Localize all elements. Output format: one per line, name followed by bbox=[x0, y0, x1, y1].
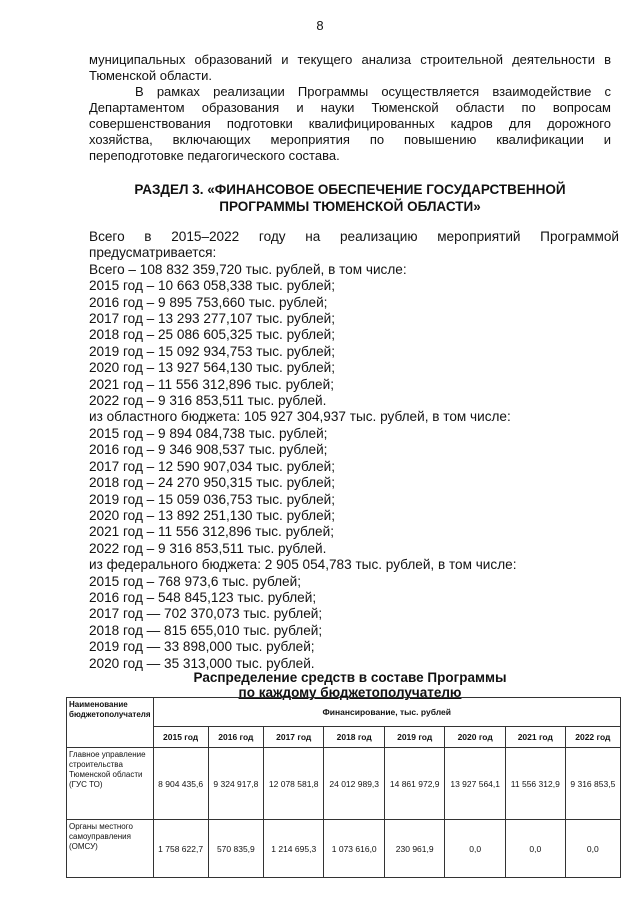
distribution-title bbox=[150, 670, 550, 700]
name-column-header: Наименование бюджетополучателя bbox=[67, 698, 154, 748]
text-line: 2020 год — 35 313,000 тыс. рублей. bbox=[89, 655, 315, 671]
financing-text bbox=[89, 229, 619, 672]
section-title-line: ПРОГРАММЫ ТЮМЕНСКОЙ ОБЛАСТИ» bbox=[219, 199, 481, 214]
table-cell: 0,0 bbox=[505, 820, 565, 878]
text-line: 2016 год – 9 895 753,660 тыс. рублей; bbox=[89, 294, 328, 310]
text-line: 2021 год – 11 556 312,896 тыс. рублей; bbox=[89, 376, 334, 392]
text-line: 2016 год – 548 845,123 тыс. рублей; bbox=[89, 589, 317, 605]
page-number: 8 bbox=[316, 18, 324, 33]
text-line: 2021 год – 11 556 312,896 тыс. рублей; bbox=[89, 524, 334, 540]
table-cell: 0,0 bbox=[565, 820, 620, 878]
table-cell: 1 214 695,3 bbox=[263, 820, 323, 878]
text-line: муниципальных образований и текущего анализа строительной деятельности в bbox=[89, 52, 611, 67]
year-header: 2015 год bbox=[153, 727, 208, 748]
table-cell: 9 324 917,8 bbox=[208, 748, 263, 820]
text-line: 2018 год – 25 086 605,325 тыс. рублей; bbox=[89, 327, 335, 343]
year-header: 2022 год bbox=[565, 727, 620, 748]
text-line: предусматривается: bbox=[89, 245, 217, 261]
table-cell: 24 012 989,3 bbox=[324, 748, 384, 820]
year-header: 2017 год bbox=[263, 727, 323, 748]
table-cell: 13 927 564,1 bbox=[445, 748, 505, 820]
text-line: 2015 год – 9 894 084,738 тыс. рублей; bbox=[89, 425, 328, 441]
text-line: переподготовке педагогического состава. bbox=[89, 148, 340, 163]
text-line: 2019 год – 15 092 934,753 тыс. рублей; bbox=[89, 343, 335, 359]
table-row bbox=[67, 748, 621, 820]
table-cell: 8 904 435,6 bbox=[153, 748, 208, 820]
text-line: 2016 год – 9 346 908,537 тыс. рублей; bbox=[89, 442, 328, 458]
text-line: совершенствования подготовки квалифицированных кадров для дорожного bbox=[89, 116, 611, 131]
year-header: 2016 год bbox=[208, 727, 263, 748]
text-line: Департаментом образования и науки Тюменской области по вопросам bbox=[89, 100, 611, 115]
text-line: Тюменской области. bbox=[89, 68, 212, 83]
table-cell: 1 073 616,0 bbox=[324, 820, 384, 878]
table-header-row bbox=[67, 698, 621, 727]
table-cell: 12 078 581,8 bbox=[263, 748, 323, 820]
text-line: 2015 год – 768 973,6 тыс. рублей; bbox=[89, 573, 301, 589]
year-header: 2021 год bbox=[505, 727, 565, 748]
financing-table bbox=[66, 697, 621, 878]
year-header: 2018 год bbox=[324, 727, 384, 748]
table-cell: 11 556 312,9 bbox=[505, 748, 565, 820]
section-title-line: РАЗДЕЛ 3. «ФИНАНСОВОЕ ОБЕСПЕЧЕНИЕ ГОСУДАРСТВЕННОЙ bbox=[134, 182, 566, 197]
text-line: 2019 год — 33 898,000 тыс. рублей; bbox=[89, 639, 315, 655]
recipient-name: Органы местного самоуправления (ОМСУ) bbox=[67, 820, 154, 878]
text-line: Всего в 2015–2022 году на реализацию мероприятий Программой bbox=[89, 229, 619, 244]
text-line: 2017 год – 12 590 907,034 тыс. рублей; bbox=[89, 458, 335, 474]
year-header: 2019 год bbox=[384, 727, 444, 748]
table-cell: 9 316 853,5 bbox=[565, 748, 620, 820]
text-line: 2022 год – 9 316 853,511 тыс. рублей. bbox=[89, 540, 327, 556]
text-line: хозяйства, включающих мероприятия по повышению квалификации и bbox=[89, 132, 611, 147]
distribution-title-line: по каждому бюджетополучателю bbox=[238, 685, 462, 700]
text-line: В рамках реализации Программы осуществляется взаимодействие с bbox=[135, 84, 611, 99]
text-line: из областного бюджета: 105 927 304,937 тыс. рублей, в том числе: bbox=[89, 409, 511, 425]
table-cell: 570 835,9 bbox=[208, 820, 263, 878]
table-cell: 230 961,9 bbox=[384, 820, 444, 878]
interaction-paragraph bbox=[89, 84, 611, 164]
recipient-name: Главное управление строительства Тюменской области (ГУС ТО) bbox=[67, 748, 154, 820]
section-title bbox=[89, 181, 611, 215]
year-header: 2020 год bbox=[445, 727, 505, 748]
table-cell: 0,0 bbox=[445, 820, 505, 878]
distribution-title-line: Распределение средств в составе Программы bbox=[193, 670, 507, 685]
intro-paragraph bbox=[89, 52, 611, 84]
text-line: 2018 год — 815 655,010 тыс. рублей; bbox=[89, 622, 323, 638]
text-line: 2017 год – 13 293 277,107 тыс. рублей; bbox=[89, 311, 335, 327]
text-line: 2018 год – 24 270 950,315 тыс. рублей; bbox=[89, 475, 335, 491]
table-cell: 1 758 622,7 bbox=[153, 820, 208, 878]
text-line: 2015 год – 10 663 058,338 тыс. рублей; bbox=[89, 278, 335, 294]
financing-header: Финансирование, тыс. рублей bbox=[153, 698, 620, 727]
text-line: 2019 год – 15 059 036,753 тыс. рублей; bbox=[89, 491, 335, 507]
text-line: 2017 год — 702 370,073 тыс. рублей; bbox=[89, 606, 323, 622]
text-line: 2020 год – 13 892 251,130 тыс. рублей; bbox=[89, 507, 335, 523]
text-line: 2020 год – 13 927 564,130 тыс. рублей; bbox=[89, 360, 335, 376]
text-line: 2022 год – 9 316 853,511 тыс. рублей. bbox=[89, 393, 327, 409]
text-line: Всего – 108 832 359,720 тыс. рублей, в том числе: bbox=[89, 261, 407, 277]
table-row bbox=[67, 820, 621, 878]
text-line: из федерального бюджета: 2 905 054,783 тыс. рублей, в том числе: bbox=[89, 557, 517, 573]
table-cell: 14 861 972,9 bbox=[384, 748, 444, 820]
